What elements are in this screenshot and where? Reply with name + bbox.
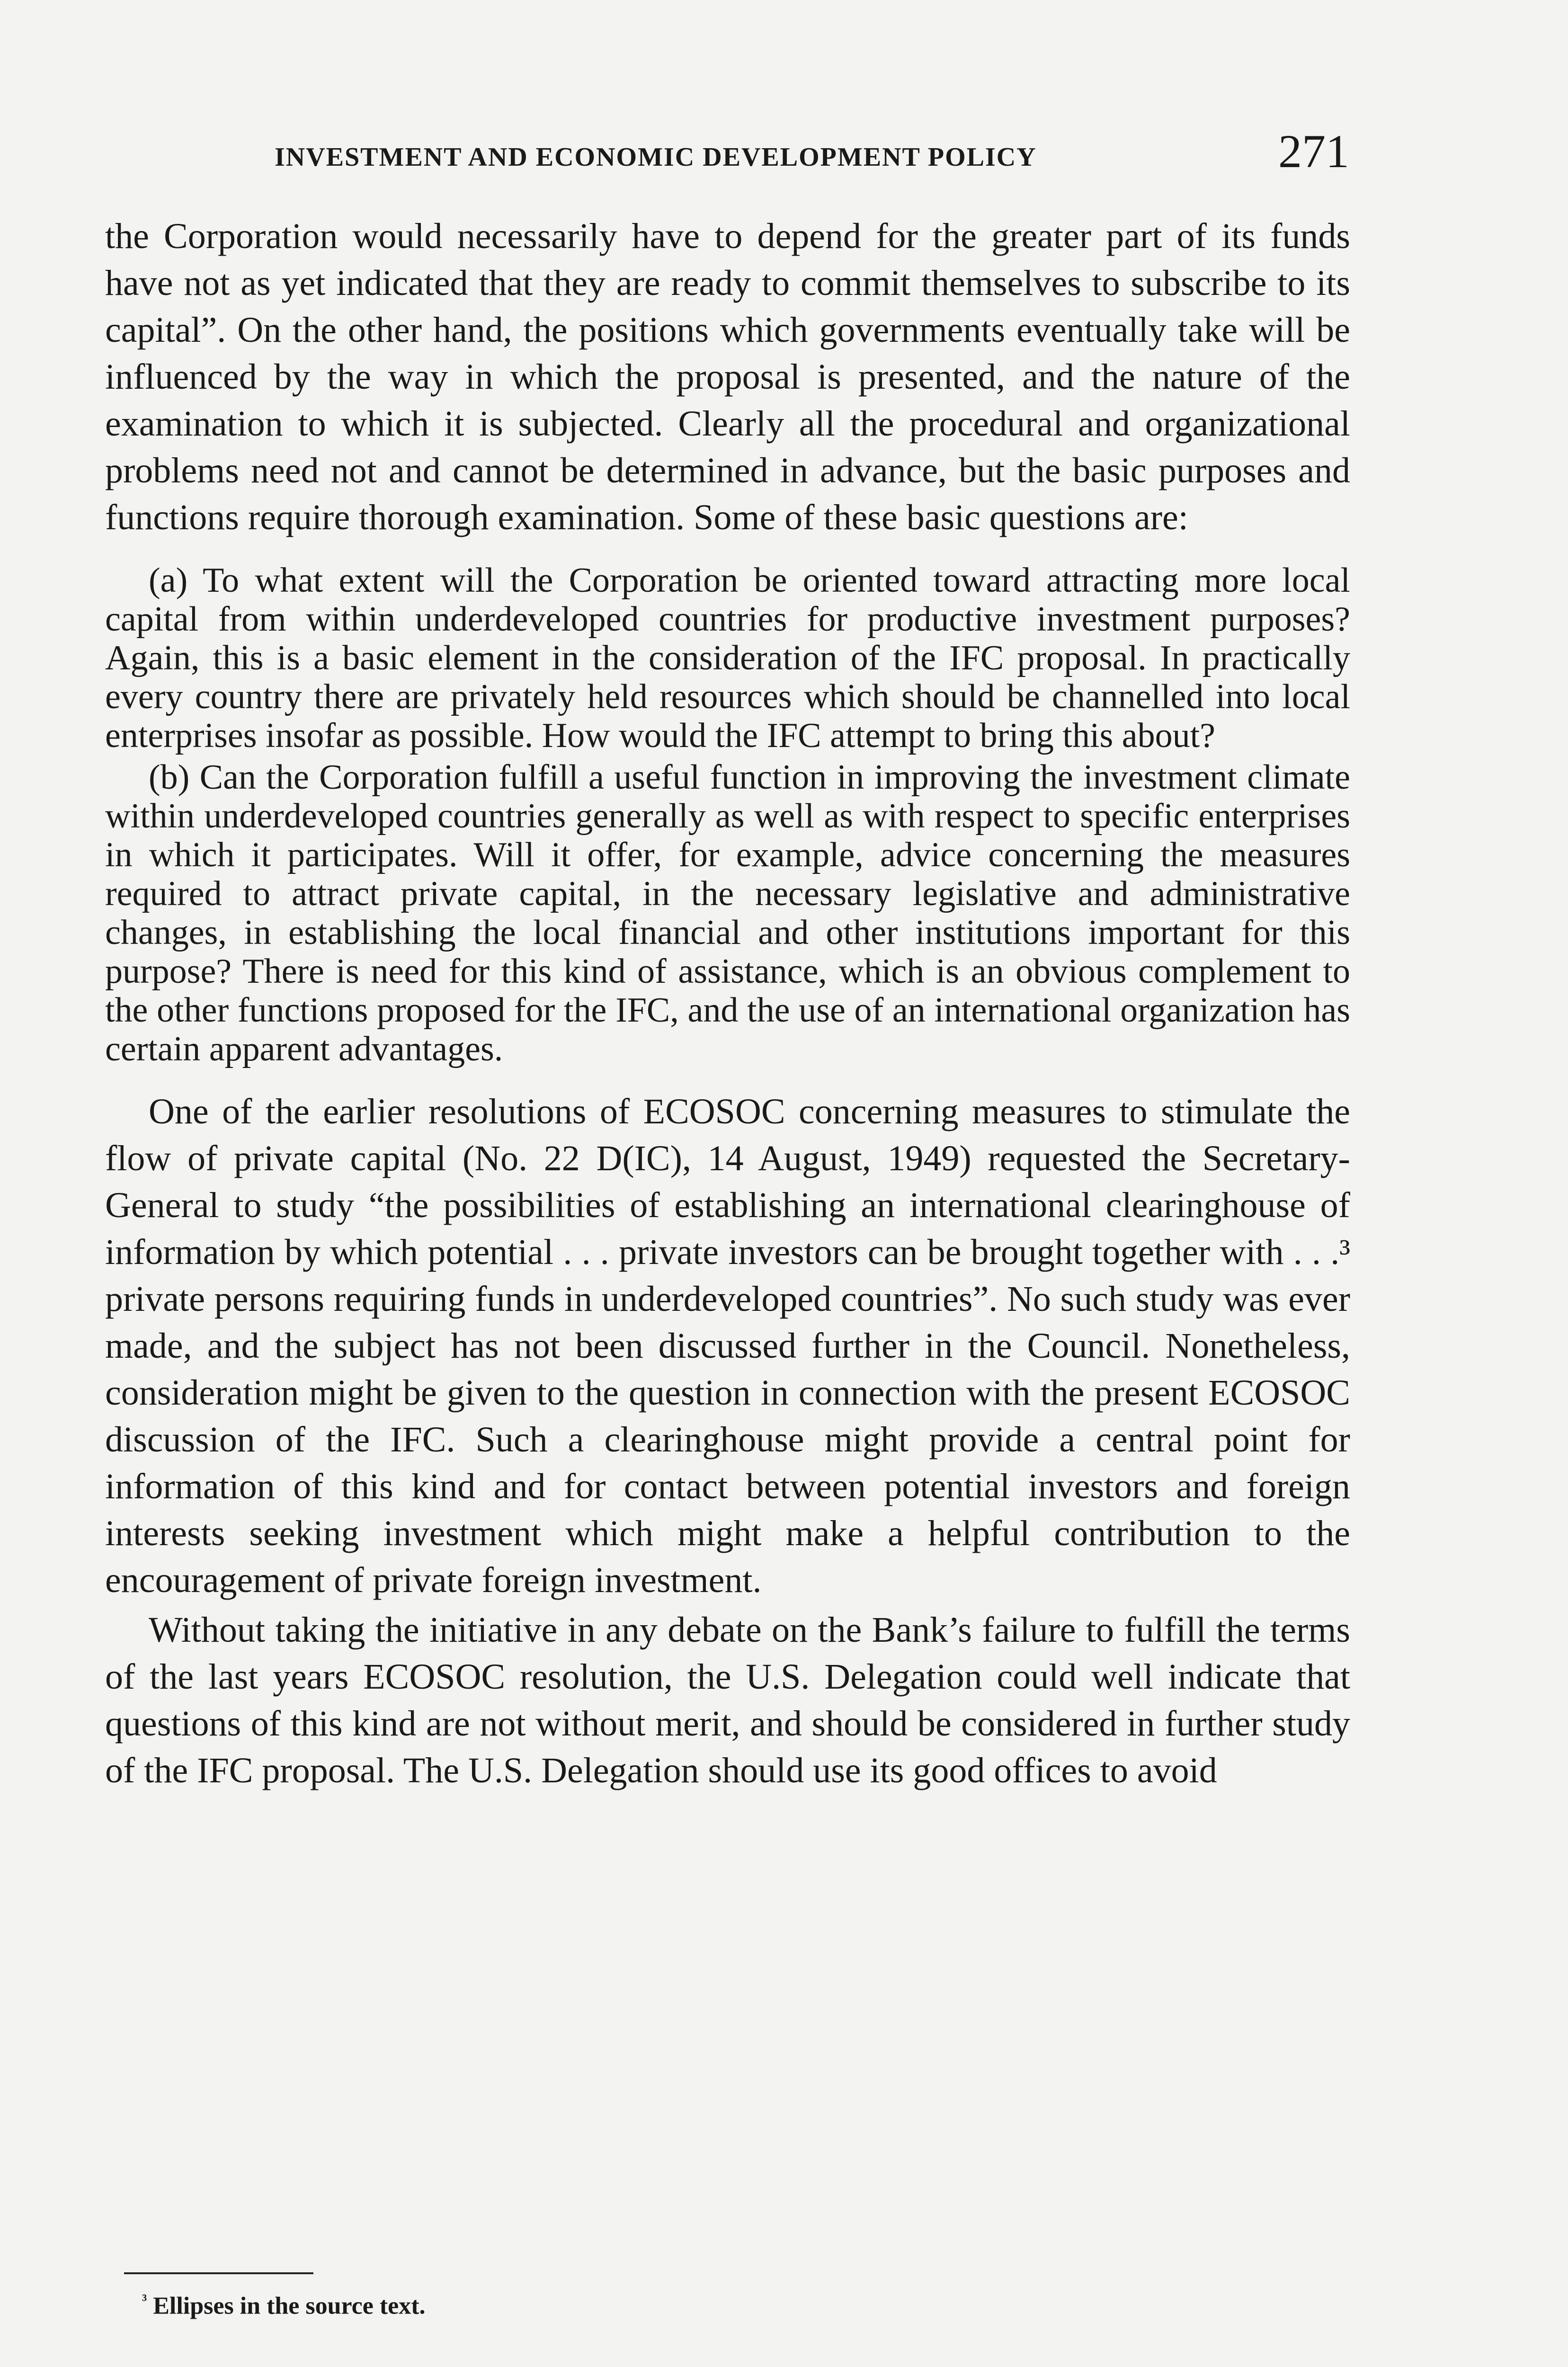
- footnote-rule: [124, 2272, 313, 2274]
- running-head: INVESTMENT AND ECONOMIC DEVELOPMENT POLICY: [275, 142, 1037, 172]
- footnote-marker: ³: [142, 2291, 147, 2309]
- paragraph-continuation: the Corporation would necessarily have to depend for the greater part of its funds have not as yet indicated that they are ready to commit themselves to subscribe to its capital”. On the other hand, the positions which governments eventually take will be influenced by the way in which the proposal is presented, and the nature of the examination to which it is subjected. Clearly all the procedural and organizational problems need not and cannot be determined in advance, but the basic purposes and functions require thorough examination. Some of these basic questions are:: [105, 216, 1350, 537]
- paragraph-delegation: Without taking the initiative in any debate on the Bank’s failure to fulfill the terms of the last years ECOSOC resolution, the U.S. Delegation could well indicate that questions of this kind are not without merit, and should be considered in further study of the IFC proposal. The U.S. Delegation should use its good offices to avoid: [105, 1610, 1350, 1790]
- list-item-a: (a) To what extent will the Corporation be oriented toward attracting more local capital from within underdeveloped countries for productive investment purposes? Again, this is a basic element in the consideration of the IFC proposal. In practically every country there are privately held resources which should be channelled into local enterprises insofar as possible. How would the IFC attempt to bring this about?: [105, 561, 1350, 755]
- body-text: [105, 213, 1350, 1794]
- footnote-text: Ellipses in the source text.: [153, 2292, 426, 2320]
- list-item-b: (b) Can the Corporation fulfill a useful function in improving the investment climate within underdeveloped countries generally as well as with respect to specific enterprises in which it participates. Will it offer, for example, advice concerning the measures required to attract private capital, in the necessary legislative and administrative changes, in establishing the local financial and other institutions important for this purpose? There is need for this kind of assistance, which is an obvious complement to the other functions proposed for the IFC, and the use of an international organization has certain apparent advantages.: [105, 758, 1350, 1068]
- page-number: 271: [1278, 125, 1349, 178]
- paragraph-clearinghouse: One of the earlier resolutions of ECOSOC concerning measures to stimulate the flow of private capital (No. 22 D(IC), 14 August, 1949) requested the Secretary-General to study “the possibilities of establishing an international clearinghouse of information by which potential . . . private investors can be brought together with . . .³ private persons requiring funds in underdeveloped countries”. No such study was ever made, and the subject has not been discussed further in the Council. Nonetheless, consideration might be given to the question in connection with the present ECOSOC discussion of the IFC. Such a clearinghouse might provide a central point for information of this kind and for contact between potential investors and foreign interests seeking investment which might make a helpful contribution to the encouragement of private foreign investment.: [105, 1092, 1350, 1600]
- footnote: [142, 2291, 426, 2320]
